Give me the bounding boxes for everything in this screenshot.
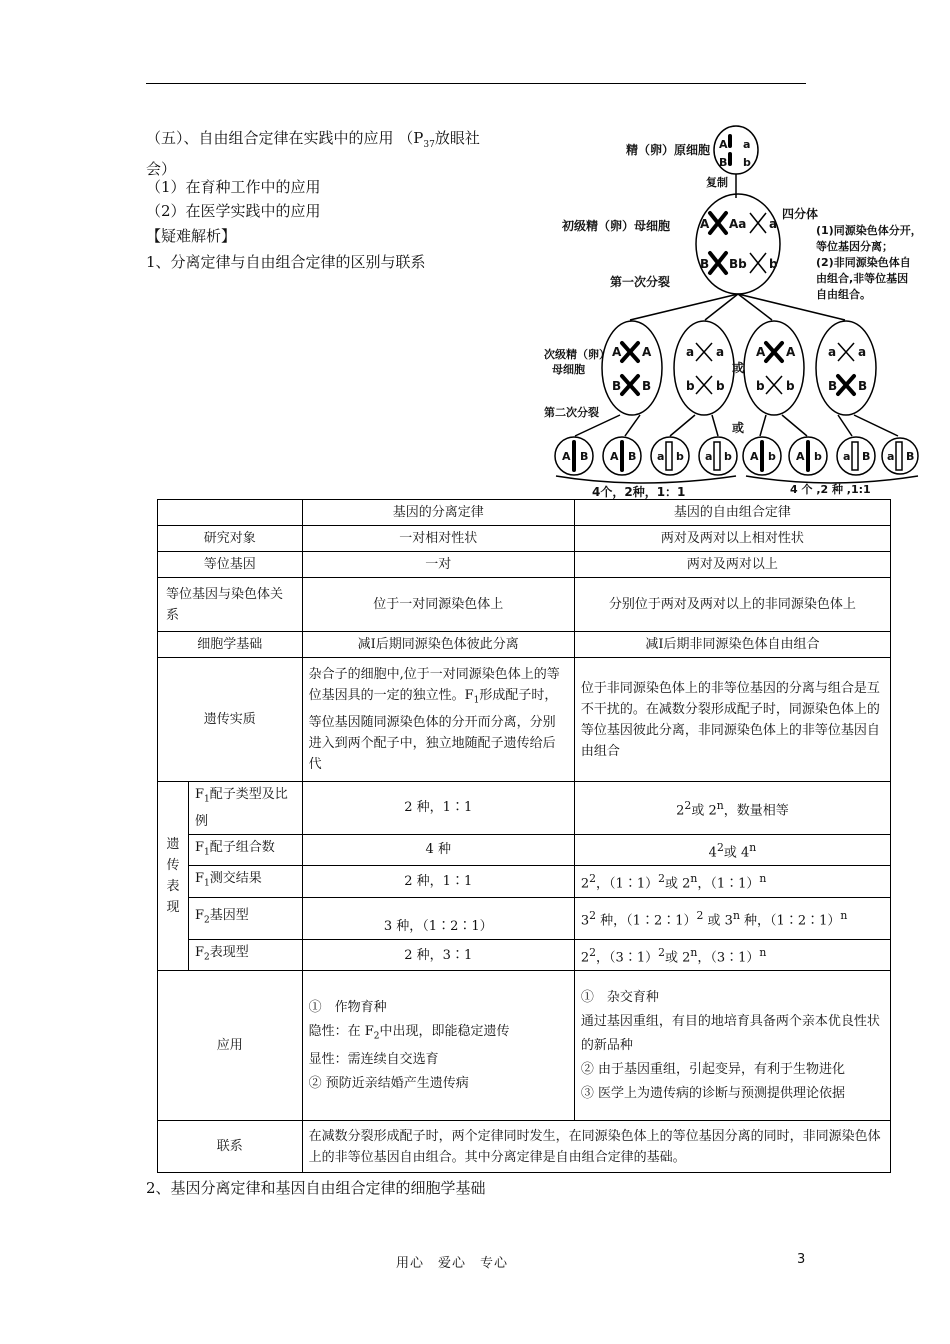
note-line: 等位基因分离；	[816, 240, 893, 253]
gene-label: B	[612, 379, 622, 393]
gene-label: A	[756, 345, 766, 359]
relation-text: 在减数分裂形成配子时，两个定律同时发生，在同源染色体上的等位基因分离的同时，非同源染色体上的非等位基因自由组合。其中分离定律是自由组合定律的基础。	[302, 1121, 890, 1173]
row-label: $F_1$测交结果	[188, 866, 302, 898]
table-row	[158, 782, 891, 835]
table-header-cell: 基因的分离定律	[302, 500, 574, 526]
gene-label: B	[862, 450, 871, 463]
footer-slogan: 用心 爱心 专心	[396, 1256, 509, 1271]
table-cell: 一对相对性状	[302, 526, 574, 552]
question-1-title: 1、分离定律与自由组合定律的区别与联系	[146, 253, 426, 271]
gene-label: b	[768, 450, 776, 463]
table-cell: $2^2$，（3∶1）$^2$或 2$^n$，（3∶1）$^n$	[574, 939, 890, 971]
table-row	[158, 632, 891, 658]
result-left: 4个，2种，1：1	[592, 485, 686, 499]
gene-label: A	[719, 138, 728, 151]
gene-label: B	[580, 450, 589, 463]
row-label: 等位基因	[158, 552, 303, 578]
table-cell: 两对及两对以上相对性状	[574, 526, 890, 552]
essence-separation: 杂合子的细胞中,位于一对同源染色体上的等位基因具的一定的独立性。$F_1$形成配子时，等位基因随同源染色体的分开而分离，分别进入到两个配子中，独立地随配子遗传给后代	[302, 658, 574, 782]
gene-label: A	[642, 345, 652, 359]
item-breeding: （1）在育种工作中的应用	[146, 178, 321, 196]
table-cell: 3 种，（1∶2∶1）	[302, 897, 574, 939]
essence-free: 位于非同源染色体上的非等位基因的分离与组合是互不干扰的。在减数分裂形成配子时，同源染色体上的等位基因彼此分离，非同源染色体上的非等位基因自由组合	[574, 658, 890, 782]
table-row	[158, 897, 891, 939]
gene-label: a	[887, 450, 895, 463]
table-row	[158, 866, 891, 898]
table-row	[158, 658, 891, 782]
table-cell: $2^2$或 2$^n$，数量相等	[574, 782, 890, 835]
table-row	[158, 578, 891, 632]
gene-label: b	[769, 257, 778, 271]
gene-label: A	[796, 450, 805, 463]
gene-label: b	[743, 156, 751, 169]
label-tetrad: 四分体	[782, 207, 819, 221]
gene-label: B	[719, 156, 728, 169]
gene-label: a	[843, 450, 851, 463]
table-cell: 位于一对同源染色体上	[302, 578, 574, 632]
row-label: 等位基因与染色体关系	[158, 578, 303, 632]
table-row	[158, 834, 891, 866]
gene-label: Aa	[729, 217, 747, 231]
gene-label: b	[814, 450, 822, 463]
gene-label: a	[716, 345, 725, 359]
performance-group-label: 遗 传 表 现	[158, 782, 189, 971]
table-header-cell: 基因的自由组合定律	[574, 500, 890, 526]
gene-label: A	[786, 345, 796, 359]
row-label: 应用	[158, 971, 303, 1121]
row-label: 遗传实质	[158, 658, 303, 782]
gene-label: B	[906, 450, 915, 463]
table-cell: 一对	[302, 552, 574, 578]
result-right: 4 个 ,2 种 ,1:1	[790, 483, 871, 496]
row-label: 联系	[158, 1121, 303, 1173]
gene-label: B	[828, 379, 838, 393]
label-primordial: 精（卵）原细胞	[626, 143, 711, 157]
table-header-row	[158, 500, 891, 526]
header-rule	[146, 83, 806, 84]
label-copy: 复制	[706, 176, 728, 189]
gene-label: B	[858, 379, 868, 393]
gene-label: a	[743, 138, 751, 151]
label-primary: 初级精（卵）母细胞	[562, 219, 671, 233]
row-label: $F_1$配子组合数	[188, 834, 302, 866]
table-cell: $2^2$，（1∶1）$^2$或 2$^n$，（1∶1）$^n$	[574, 866, 890, 898]
note-line: 自由组合。	[816, 288, 871, 301]
label-or: 或	[732, 361, 745, 375]
row-label: 细胞学基础	[158, 632, 303, 658]
page-number: 3	[797, 1252, 806, 1267]
gene-label: a	[705, 450, 713, 463]
section-5-heading: （五）、自由组合定律在实践中的应用 （$P_{37}$放眼社 会）	[146, 129, 480, 178]
table-cell: $3^2$ 种，（1∶2∶1）$^2$ 或 3$^n$ 种，（1∶2∶1）$^n$	[574, 897, 890, 939]
table-cell: 2 种，3∶1	[302, 939, 574, 971]
question-2-title: 2、基因分离定律和基因自由组合定律的细胞学基础	[146, 1179, 486, 1197]
row-label: $F_1$配子类型及比例	[188, 782, 302, 835]
note-line: (1)同源染色体分开，	[816, 224, 920, 237]
row-label: $F_2$表现型	[188, 939, 302, 971]
gene-label: b	[716, 379, 725, 393]
label-first-division: 第一次分裂	[610, 275, 671, 289]
gene-label: a	[657, 450, 665, 463]
gene-label: b	[724, 450, 732, 463]
gene-label: B	[642, 379, 652, 393]
table-cell: $4^2$或 4$^n$	[574, 834, 890, 866]
gene-label: A	[562, 450, 571, 463]
table-cell: 两对及两对以上	[574, 552, 890, 578]
gene-label: A	[612, 345, 622, 359]
table-cell: 2 种，1∶1	[302, 782, 574, 835]
table-cell: 分别位于两对及两对以上的非同源染色体上	[574, 578, 890, 632]
table-row	[158, 1121, 891, 1173]
row-label: $F_2$基因型	[188, 897, 302, 939]
gene-label: B	[628, 450, 637, 463]
label-or: 或	[732, 421, 745, 435]
application-free: ① 杂交育种 通过基因重组，有目的地培育具备两个亲本优良性状的新品种 ② 由于基因重组，引起变异，有利于生物进化 ③ 医学上为遗传病的诊断与预测提供理论依据	[574, 971, 890, 1121]
gene-label: b	[686, 379, 695, 393]
item-medical: （2）在医学实践中的应用	[146, 202, 321, 220]
gene-label: a	[686, 345, 695, 359]
analysis-title: 【疑难解析】	[146, 227, 237, 245]
gene-label: A	[700, 217, 710, 231]
comparison-table	[157, 499, 891, 1173]
table-row	[158, 939, 891, 971]
table-cell: 2 种，1∶1	[302, 866, 574, 898]
gene-label: A	[750, 450, 759, 463]
row-label: 研究对象	[158, 526, 303, 552]
gene-label: A	[610, 450, 619, 463]
note-line: 由组合,非等位基因	[816, 272, 909, 285]
label-secondary: 次级精（卵）	[544, 348, 610, 361]
note-line: (2)非同源染色体自	[816, 256, 911, 269]
gene-label: b	[786, 379, 795, 393]
application-separation: ① 作物育种 隐性：在 $F_2$中出现，即能稳定遗传 显性：需连续自交选育 ② 预防近亲结婚产生遗传病	[302, 971, 574, 1121]
table-cell: 4 种	[302, 834, 574, 866]
table-header-cell	[158, 500, 303, 526]
label-second-division: 第二次分裂	[544, 406, 599, 419]
gene-label: Bb	[729, 257, 747, 271]
label-secondary: 母细胞	[552, 363, 585, 376]
table-row	[158, 552, 891, 578]
gene-label: b	[676, 450, 684, 463]
table-row	[158, 971, 891, 1121]
meiosis-diagram	[540, 118, 920, 500]
table-cell: 减Ⅰ后期非同源染色体自由组合	[574, 632, 890, 658]
gene-label: a	[858, 345, 867, 359]
gene-label: B	[700, 257, 710, 271]
gene-label: a	[769, 217, 778, 231]
table-row	[158, 526, 891, 552]
table-cell: 减Ⅰ后期同源染色体彼此分离	[302, 632, 574, 658]
gene-label: a	[828, 345, 837, 359]
gene-label: b	[756, 379, 765, 393]
